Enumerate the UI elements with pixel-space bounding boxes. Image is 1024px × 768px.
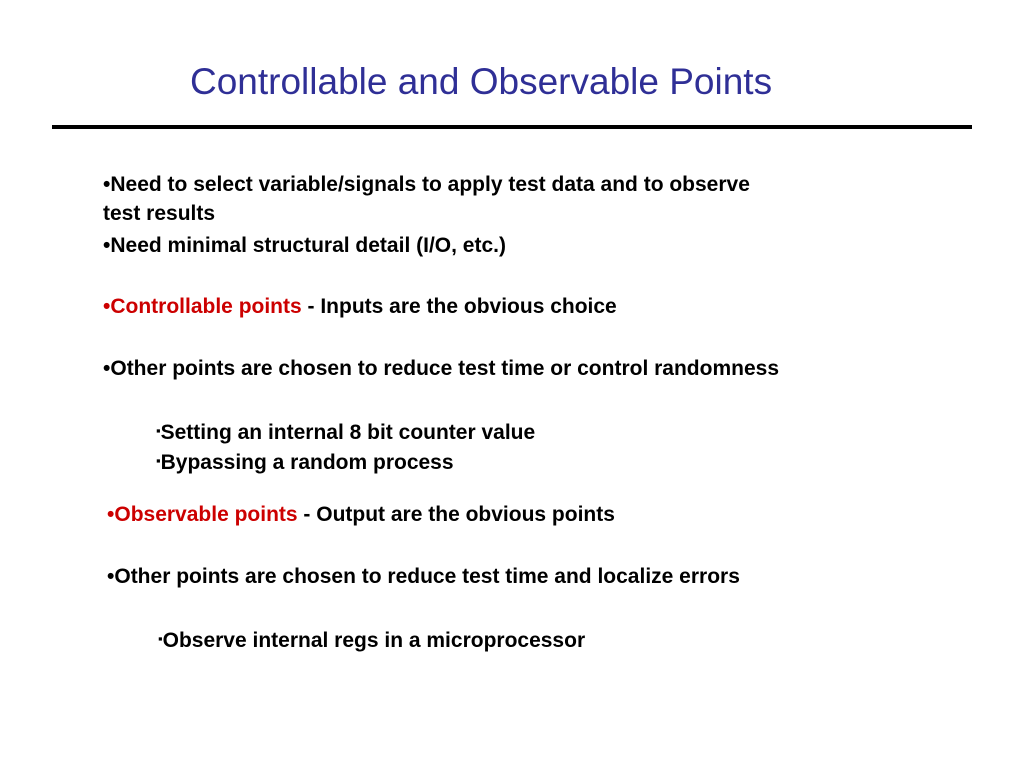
bullet-marker: •	[103, 234, 111, 257]
bullet-text: Other points are chosen to reduce test time and localize errors	[114, 565, 740, 588]
bullet-marker: •	[107, 565, 115, 588]
sub-bullet-text: Observe internal regs in a microprocessor	[162, 629, 586, 652]
bullet-text: - Output are the obvious points	[297, 503, 615, 526]
sub-bullet-marker: ▪	[156, 453, 161, 468]
bullet-text-continued: test results	[103, 202, 216, 225]
bullet-select-signals-continued	[103, 201, 215, 227]
sub-bullet-text: Bypassing a random process	[160, 451, 454, 474]
sub-bullet-marker: ▪	[158, 631, 163, 646]
bullet-marker: •	[103, 295, 111, 318]
bullet-text: Other points are chosen to reduce test time or control randomness	[110, 357, 779, 380]
sub-bullet-internal-regs	[158, 626, 585, 654]
sub-bullet-random-process	[156, 448, 454, 476]
bullet-select-signals	[103, 172, 750, 198]
bullet-marker: •	[107, 503, 115, 526]
bullet-minimal-detail	[103, 233, 506, 259]
bullet-marker: •	[103, 173, 111, 196]
bullet-other-points-randomness	[103, 356, 779, 382]
bullet-other-points-localize	[107, 564, 740, 590]
bullet-text: Need minimal structural detail (I/O, etc.)	[110, 234, 506, 257]
title-divider	[52, 125, 972, 129]
bullet-observable-points	[107, 502, 615, 528]
sub-bullet-text: Setting an internal 8 bit counter value	[160, 421, 536, 444]
controllable-points-label: Controllable points	[110, 295, 302, 318]
bullet-text: Need to select variable/signals to apply test data and to observe	[110, 173, 750, 196]
bullet-text: - Inputs are the obvious choice	[301, 295, 617, 318]
observable-points-label: Observable points	[114, 503, 298, 526]
bullet-controllable-points	[103, 294, 617, 320]
sub-bullet-marker: ▪	[156, 423, 161, 438]
sub-bullet-counter-value	[156, 418, 535, 446]
slide-title: Controllable and Observable Points	[190, 61, 773, 102]
bullet-marker: •	[103, 357, 111, 380]
